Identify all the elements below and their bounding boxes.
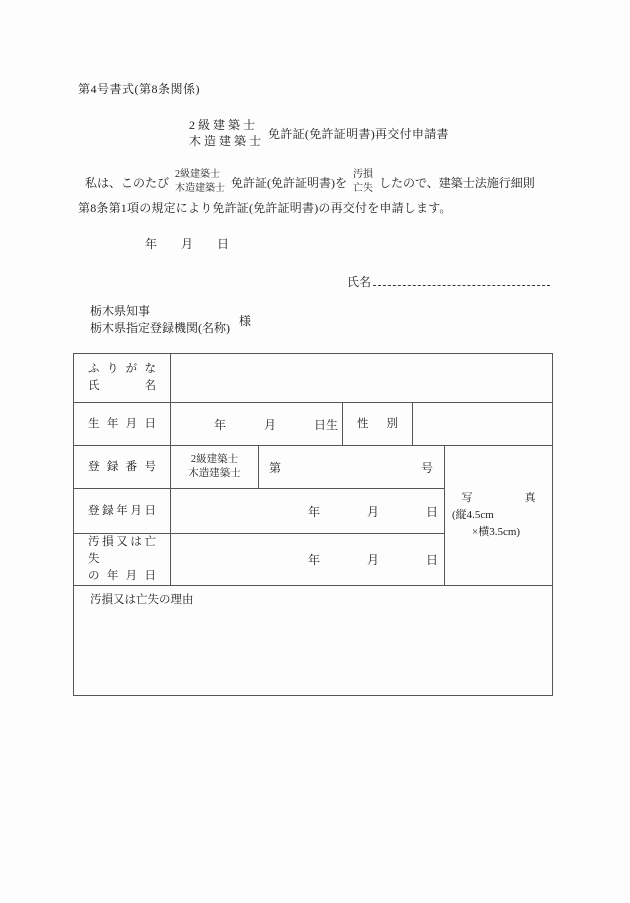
number-suffix: 号 [420, 460, 433, 475]
row-furigana-name [74, 354, 553, 403]
name-label: 氏名 [347, 275, 372, 289]
number-prefix: 第 [269, 460, 282, 475]
row-birthdate [74, 403, 553, 446]
row-registration-number [74, 446, 553, 489]
form-title-text: 免許証(免許証明書)再交付申請書 [268, 126, 449, 141]
declaration-tail: したので、建築士法施行細則 [379, 175, 535, 190]
declaration-line2: 第8条第1項の規定により免許証(免許証明書)の再交付を申請します。 [78, 201, 452, 215]
photo-size-height: (縦4.5cm [452, 509, 494, 521]
sex-input-area[interactable] [413, 403, 553, 446]
loss-reason-label: 汚損又は亡失の理由 [90, 594, 194, 606]
architect-grade-options [189, 117, 261, 149]
registration-date-input-area[interactable]: 年 月 日 [171, 489, 445, 534]
declaration-mid: 免許証(免許証明書)を [231, 175, 348, 190]
addressee-block [90, 303, 251, 337]
application-table [73, 353, 553, 696]
registration-grade-options: 2級建築士 木造建築士 [171, 446, 259, 489]
loss-date-label: 汚損又は亡失 の年月日 [74, 534, 171, 586]
photo-box [445, 446, 553, 586]
row-loss-reason [74, 586, 553, 696]
photo-size-width: ×横3.5cm) [472, 526, 521, 538]
addressee-registration-body: 栃木県指定登録機関(名称) [90, 321, 230, 335]
addressee-options [90, 303, 230, 337]
loss-reason-input-area[interactable] [74, 586, 553, 696]
grade-second-class: 2 級 建 築 士 [189, 118, 256, 132]
furigana-name-label: ふりがな 氏名 [74, 354, 171, 403]
furigana-name-input-area[interactable] [171, 354, 553, 403]
form-title [189, 117, 449, 149]
registration-number-input-area[interactable] [259, 446, 445, 489]
photo-label: 写真 [461, 492, 536, 504]
form-number: 第4号書式(第8条関係) [78, 82, 200, 96]
sex-label: 性別 [343, 403, 413, 446]
grade-wooden: 木 造 建 築 士 [189, 134, 262, 148]
registration-date-label: 登録年月日 [74, 489, 171, 534]
registration-number-label: 登録番号 [74, 446, 171, 489]
declaration-grade-options: 2級建築士 木造建築士 [175, 169, 226, 194]
name-fill-line[interactable] [373, 273, 550, 286]
addressee-governor: 栃木県知事 [90, 304, 151, 318]
declaration-line1 [85, 165, 535, 199]
application-date-line[interactable]: 年 月 日 [145, 237, 230, 251]
applicant-name-line [347, 273, 550, 290]
honorific: 様 [239, 313, 252, 328]
declaration-lead: 私は、このたび [85, 175, 170, 190]
birthdate-input-area[interactable]: 年 月 日生 [171, 403, 343, 446]
loss-date-input-area[interactable]: 年 月 日 [171, 534, 445, 586]
birthdate-label: 生年月日 [74, 403, 171, 446]
declaration-reason-options: 汚損 亡失 [353, 169, 374, 194]
